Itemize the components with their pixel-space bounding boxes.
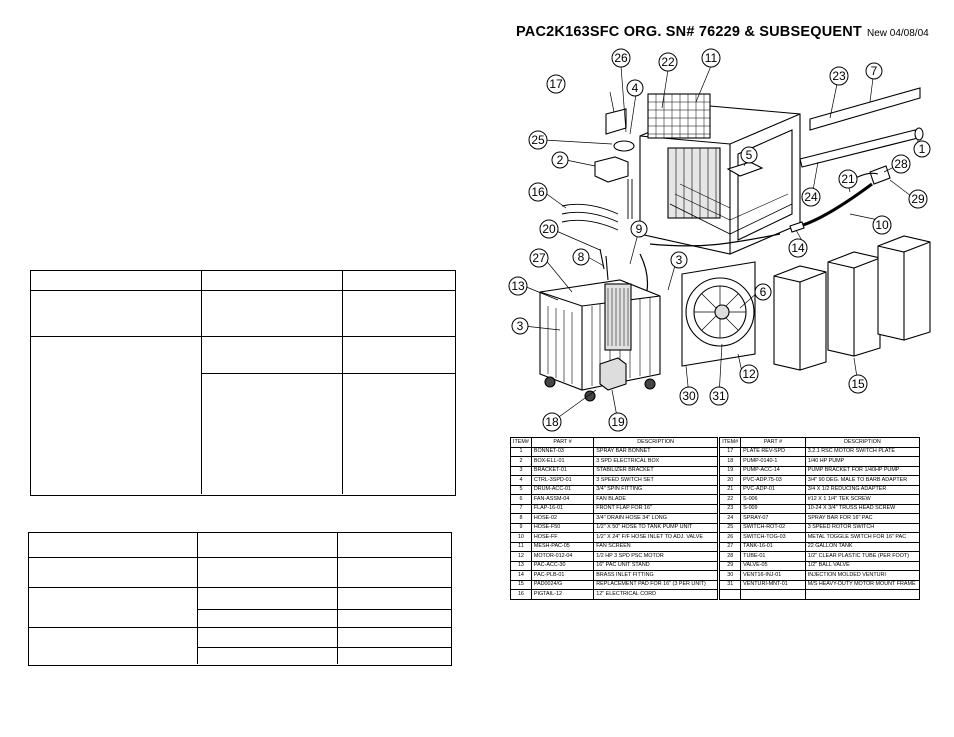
- callout-4: [627, 80, 643, 96]
- callout-6: [755, 284, 771, 300]
- part-number: PVC-ADP.75-03: [741, 476, 806, 486]
- svg-text:15: 15: [851, 377, 865, 391]
- table-row: [511, 571, 920, 581]
- item-number: 3: [511, 466, 532, 476]
- callout-15: [849, 375, 867, 393]
- item-number: 7: [511, 504, 532, 514]
- part-number: PIGTAIL-12: [531, 590, 593, 600]
- svg-text:31: 31: [712, 389, 726, 403]
- callout-19: [609, 413, 627, 431]
- svg-text:16: 16: [531, 185, 545, 199]
- table-row: [511, 485, 920, 495]
- part-number: FAN-ASSM-04: [531, 495, 593, 505]
- part-description: #12 X 1 1/4" TEK SCREW: [805, 495, 919, 505]
- callout-14: [789, 239, 807, 257]
- svg-text:3: 3: [675, 253, 683, 267]
- part-description: 10-24 X 3/4" TRUSS HEAD SCREW: [805, 504, 919, 514]
- callout-12: [740, 365, 758, 383]
- part-description: M/S HEAVY-DUTY MOTOR MOUNT FRAME: [805, 580, 919, 590]
- parts-table-header: ITEM# PART # DESCRIPTION ITEM# PART # DESCRIPTION: [511, 438, 920, 448]
- item-number: [720, 590, 741, 600]
- svg-text:22: 22: [661, 55, 675, 69]
- part-description: 22 GALLON TANK: [805, 542, 919, 552]
- table-row: [511, 552, 920, 562]
- svg-text:30: 30: [682, 389, 696, 403]
- callout-1: [914, 141, 930, 157]
- callout-26: [612, 49, 630, 67]
- part-number: PLATE REV-SPD: [741, 447, 806, 457]
- table-row: [511, 495, 920, 505]
- part-number: MOTOR-012-04: [531, 552, 593, 562]
- part-description: 3/4" DRAIN HOSE 34" LONG: [594, 514, 718, 524]
- part-description: SPRAY BAR BONNET: [594, 447, 718, 457]
- part-description: 1/2" BALL VALVE: [805, 561, 919, 571]
- part-number: TANK-16-01: [741, 542, 806, 552]
- part-number: MESH-PAC-05: [531, 542, 593, 552]
- item-number: 24: [720, 514, 741, 524]
- item-number: 15: [511, 580, 532, 590]
- part-number: VALVE-05: [741, 561, 806, 571]
- item-number: 28: [720, 552, 741, 562]
- svg-text:3: 3: [516, 319, 524, 333]
- item-number: 25: [720, 523, 741, 533]
- svg-text:2: 2: [556, 153, 564, 167]
- svg-text:23: 23: [832, 69, 846, 83]
- callout-16: [529, 183, 547, 201]
- item-number: 20: [720, 476, 741, 486]
- part-description: 3 SPEED SWITCH SET: [594, 476, 718, 486]
- callout-3-upper: [671, 252, 687, 268]
- item-number: 11: [511, 542, 532, 552]
- part-description: 1/2" X 24" F/F HOSE INLET TO ADJ. VALVE: [594, 533, 718, 543]
- part-description: INJECTION MOLDED VENTURI: [805, 571, 919, 581]
- part-description: FAN SCREEN: [594, 542, 718, 552]
- exploded-parts-diagram: [500, 44, 945, 436]
- svg-text:12: 12: [742, 367, 756, 381]
- item-number: 10: [511, 533, 532, 543]
- svg-text:19: 19: [611, 415, 625, 429]
- item-number: 18: [720, 457, 741, 467]
- svg-text:20: 20: [542, 222, 556, 236]
- part-number: BOX-ELL-01: [531, 457, 593, 467]
- svg-text:24: 24: [804, 190, 818, 204]
- callout-17: [547, 75, 565, 93]
- table-row: [511, 580, 920, 590]
- part-number: FLAP-16-01: [531, 504, 593, 514]
- part-number: [741, 590, 806, 600]
- callout-23: [830, 67, 848, 85]
- parts-list-table: [510, 437, 920, 600]
- svg-text:11: 11: [704, 51, 718, 65]
- item-number: 22: [720, 495, 741, 505]
- table-row: [511, 447, 920, 457]
- svg-text:4: 4: [631, 81, 639, 95]
- item-number: 4: [511, 476, 532, 486]
- svg-text:26: 26: [614, 51, 628, 65]
- part-number: DRUM-ACC-01: [531, 485, 593, 495]
- svg-text:29: 29: [911, 192, 925, 206]
- callout-5: [741, 147, 757, 163]
- callout-30: [680, 387, 698, 405]
- callout-13: [509, 277, 527, 295]
- callout-27: [530, 249, 548, 267]
- svg-text:10: 10: [875, 218, 889, 232]
- part-description: 3.2.1 RSC MOTOR SWITCH PLATE: [805, 447, 919, 457]
- part-description: FAN BLADE: [594, 495, 718, 505]
- table-row: [511, 466, 920, 476]
- part-number: VENTURI-MNT-01: [741, 580, 806, 590]
- svg-text:1: 1: [918, 142, 926, 156]
- item-number: 27: [720, 542, 741, 552]
- callout-2: [552, 152, 568, 168]
- part-description: REPLACEMENT PAD FOR 16" (3 PER UNIT): [594, 580, 718, 590]
- part-number: PAC-PLB-01: [531, 571, 593, 581]
- part-number: HOSE-02: [531, 514, 593, 524]
- callout-25: [529, 131, 547, 149]
- callout-28: [892, 155, 910, 173]
- callout-3-lower: [512, 318, 528, 334]
- table-row: [511, 561, 920, 571]
- part-number: HOSE-FF: [531, 533, 593, 543]
- item-number: 2: [511, 457, 532, 467]
- callout-18: [543, 413, 561, 431]
- part-description: 1/2 HP 3 SPD PSC MOTOR: [594, 552, 718, 562]
- blank-table-lower: [28, 532, 452, 666]
- svg-text:27: 27: [532, 251, 546, 265]
- part-number: PVC-ADP-01: [741, 485, 806, 495]
- part-number: PAD0024/G: [531, 580, 593, 590]
- callout-22: [659, 53, 677, 71]
- revision-date: New 04/08/04: [867, 28, 929, 39]
- part-description: 1/40 HP PUMP: [805, 457, 919, 467]
- item-number: 8: [511, 514, 532, 524]
- item-number: 19: [720, 466, 741, 476]
- table-row: [511, 590, 920, 600]
- part-description: [805, 590, 919, 600]
- part-number: VENT16-INJ-01: [741, 571, 806, 581]
- svg-text:18: 18: [545, 415, 559, 429]
- svg-text:13: 13: [511, 279, 525, 293]
- item-number: 17: [720, 447, 741, 457]
- svg-text:5: 5: [745, 148, 753, 162]
- part-number: PAC-ACC-30: [531, 561, 593, 571]
- table-row: [511, 457, 920, 467]
- part-description: 3 SPD ELECTRICAL BOX: [594, 457, 718, 467]
- part-number: PUMP-0140-1: [741, 457, 806, 467]
- callout-7: [866, 63, 882, 79]
- part-description: BRASS INLET FITTING: [594, 571, 718, 581]
- callout-11: [702, 49, 720, 67]
- item-number: 5: [511, 485, 532, 495]
- part-description: 12" ELECTRICAL CORD: [594, 590, 718, 600]
- part-description: STABILIZER BRACKET: [594, 466, 718, 476]
- item-number: 21: [720, 485, 741, 495]
- svg-text:21: 21: [841, 172, 855, 186]
- part-number: S-006: [741, 495, 806, 505]
- part-number: HOSE-F50: [531, 523, 593, 533]
- part-number: PUMP-ACC-14: [741, 466, 806, 476]
- item-number: 12: [511, 552, 532, 562]
- svg-text:7: 7: [870, 64, 878, 78]
- callout-24: [802, 188, 820, 206]
- svg-text:9: 9: [635, 222, 643, 236]
- item-number: 26: [720, 533, 741, 543]
- blank-table-upper: [30, 270, 456, 496]
- part-description: FRONT FLAP FOR 16": [594, 504, 718, 514]
- callout-20: [540, 220, 558, 238]
- item-number: 9: [511, 523, 532, 533]
- item-number: 1: [511, 447, 532, 457]
- svg-text:8: 8: [577, 250, 585, 264]
- part-description: 3/4" 90 DEG. MALE TO BARB ADAPTER: [805, 476, 919, 486]
- table-row: [511, 523, 920, 533]
- item-number: 6: [511, 495, 532, 505]
- table-row: [511, 542, 920, 552]
- svg-text:28: 28: [894, 157, 908, 171]
- part-description: SPRAY BAR FOR 16" PAC: [805, 514, 919, 524]
- callout-29: [909, 190, 927, 208]
- item-number: 13: [511, 561, 532, 571]
- table-row: [511, 476, 920, 486]
- table-row: [511, 514, 920, 524]
- callout-10: [873, 216, 891, 234]
- item-number: 14: [511, 571, 532, 581]
- callout-21: [839, 170, 857, 188]
- part-description: METAL TOGGLE SWITCH FOR 16" PAC: [805, 533, 919, 543]
- part-number: BONNET-03: [531, 447, 593, 457]
- part-description: 3/4 X 1/2 REDUCING ADAPTER: [805, 485, 919, 495]
- part-description: 1/2" X 50" HOSE TO TANK PUMP UNIT: [594, 523, 718, 533]
- callout-31: [710, 387, 728, 405]
- svg-text:14: 14: [791, 241, 805, 255]
- table-row: [511, 533, 920, 543]
- page-title: PAC2K163SFC ORG. SN# 76229 & SUBSEQUENT: [516, 24, 862, 40]
- callout-9: [631, 221, 647, 237]
- part-number: TUBE-01: [741, 552, 806, 562]
- part-description: 3/4" SPIN FITTING: [594, 485, 718, 495]
- part-description: 3 SPEED ROTOR SWITCH: [805, 523, 919, 533]
- part-number: S-009: [741, 504, 806, 514]
- svg-text:17: 17: [549, 77, 563, 91]
- part-number: SPRAY-07: [741, 514, 806, 524]
- item-number: 29: [720, 561, 741, 571]
- part-number: SWITCH-TOG-03: [741, 533, 806, 543]
- svg-text:25: 25: [531, 133, 545, 147]
- callout-8: [573, 249, 589, 265]
- item-number: 16: [511, 590, 532, 600]
- part-number: BRACKET-01: [531, 466, 593, 476]
- part-description: 1/2" CLEAR PLASTIC TUBE (PER FOOT): [805, 552, 919, 562]
- item-number: 23: [720, 504, 741, 514]
- part-description: PUMP BRACKET FOR 1/40HP PUMP: [805, 466, 919, 476]
- part-number: CTRL-3SPD-01: [531, 476, 593, 486]
- part-number: SWITCH-ROT-02: [741, 523, 806, 533]
- item-number: 30: [720, 571, 741, 581]
- item-number: 31: [720, 580, 741, 590]
- svg-text:6: 6: [759, 285, 767, 299]
- table-row: [511, 504, 920, 514]
- part-description: 16" PAC UNIT STAND: [594, 561, 718, 571]
